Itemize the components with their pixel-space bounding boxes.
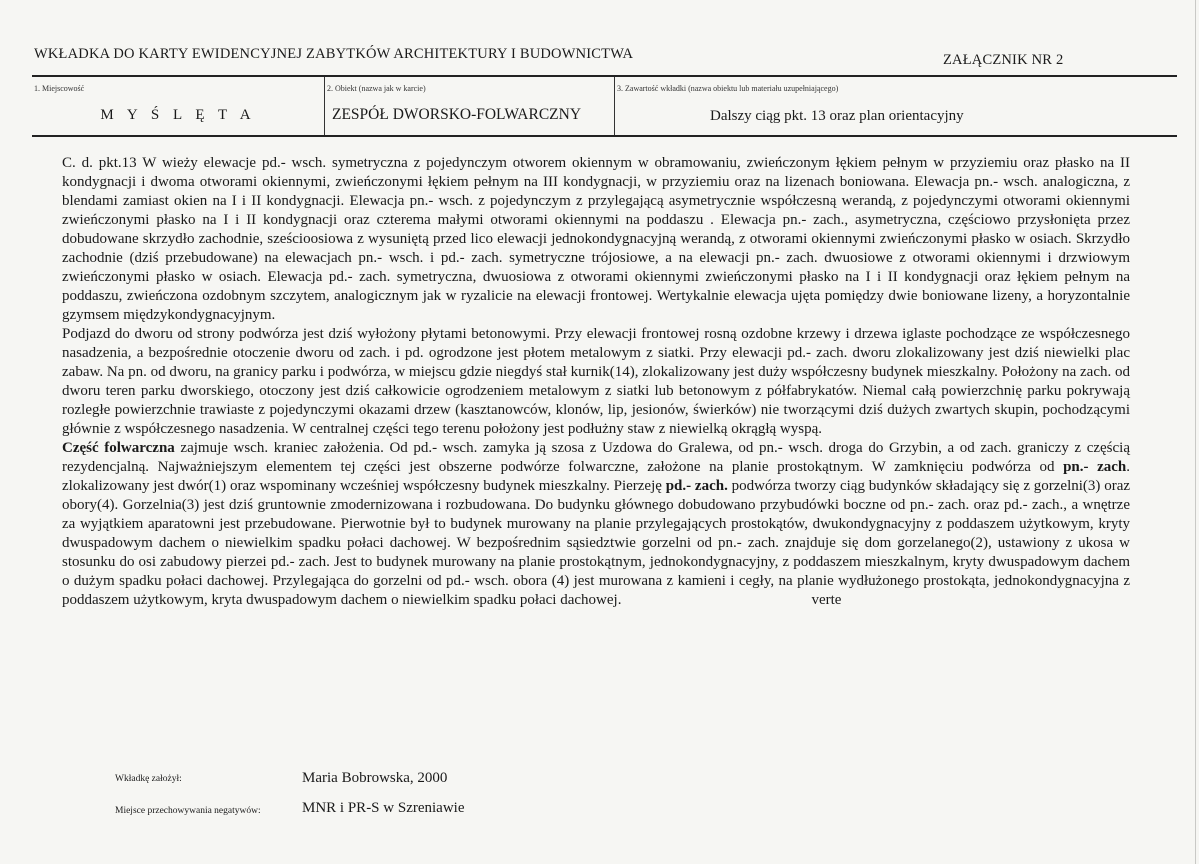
paragraph-tower: C. d. pkt.13 W wieży elewacje pd.- wsch. symetryczna z pojedynczym otworem okiennym w obramowaniu, zwieńczonym łękiem pełnym w przyziemiu oraz płasko na II kondygnacji i dwoma otworami okiennymi, zwieńczonymi łękiem pełnym na III kondygnacji, w przyziemiu oraz na lizenach boniowana. Elewacja pn.- wsch. analogiczna, z blendami zamiast okien na I i II kondygnacji. Elewacja pn.- wsch. z pojedynczym z przylegającą asymetrycznie współczesną werandą, z pojedynczymi otworami okiennymi zwieńczonymi płasko na I i II kondygnacji oraz czterema małymi otworami okiennymi na poddaszu . Elewacja pn.- zach., asymetryczna, częściowo przysłonięta przez dobudowane skrzydło zachodnie, sześcioosiowa z wysuniętą przed lico elewacji jednokondygnacyjną werandą, z otworami okiennymi zwieńczonymi płasko w osiach. Skrzydło zachodnie (dziś przebudowane) na elewacjach pn.- wsch. i pd.- zach. symetryczne trójosiowe, a na elewacji pn.- zach. dwuosiowe z otworami okiennymi i drzwiowym zwieńczonymi płasko w osiach. Elewacja pd.- zach. symetryczna, dwuosiowa z otworami okiennymi zwieńczonymi płasko na I i II kondygnacji oraz łękiem pełnym na poddaszu, zwieńczona ozdobnym szczytem, analogicznym jak w ryzalicie na elewacji frontowej. Wertykalnie elewacja ujęta pomiędzy dwie boniowane lizeny, a horyzontalnie gzymsem międzykondygnacyjnym. [62,155,1130,323]
farm-part-heading: Część folwarczna [62,440,175,456]
farm-part-text-a: zajmuje wsch. kraniec założenia. Od pd.- wsch. zamyka ją szosa z Uzdowa do Gralewa, od pn.- wsch. droga do Grzybin, a od zach. graniczy z częścią rezydencjalną. Najważniejszym elementem tej części jest obszerne podwórze folwarczne, założone na planie prostokątnym. W zamknięciu podwórza od [62,440,1131,475]
field-locality-value: M Y Ś L Ę T A [100,107,256,123]
field-object-value: ZESPÓŁ DWORSKO-FOLWARCZNY [332,106,582,123]
farm-part-text-c: podwórza tworzy ciąg budynków składający się z gorzelni(3) oraz obory(4). Gorzelnia(3) jest dziś gruntownie zmodernizowana i rozbudowana. Do budynku głównego dobudowano przybudówki boczne od pn.- zach. oraz pd.- zach., a wnętrze za wyjątkiem aparatowni jest przebudowane. Pierwotnie był to budynek murowany na planie przylegających prostokątów, dwukondygnacyjny z poddaszem użytkowym, kryty dwuspadowym dachem o niewielkim spadku połaci dachowej. W bezpośrednim sąsiedztwie gorzelni od pn.- zach. znajduje się dom gorzelanego(2), ustawiony z ukosa w stosunku do osi zabudowy pierzei pd.- zach. Jest to budynek murowany na planie prostokątnym, jednokondygnacyjny, z poddaszem mieszkalnym, kryty dwuspadowym dachem o dużym spadku połaci dachowej. Przylegająca do gorzelni od pd.- wsch. obora (4) jest murowana z kamieni i cegły, na planie wydłużonego prostokąta, jednokondygnacyjna z poddaszem użytkowym, kryta dwuspadowym dachem o niewielkim spadku połaci dachowej. [62,478,1131,608]
field-object [325,77,615,135]
author-value: Maria Bobrowska, 2000 [302,770,448,786]
storage-value: MNR i PR-S w Szreniawie [302,800,465,816]
scan-edge [1195,0,1196,864]
form-title: WKŁADKA DO KARTY EWIDENCYJNEJ ZABYTKÓW ARCHITEKTURY I BUDOWNICTWA [34,46,634,62]
paragraph-driveway: Podjazd do dworu od strony podwórza jest dziś wyłożony płytami betonowymi. Przy elewacji frontowej rosną ozdobne krzewy i drzewa iglaste pochodzące ze współczesnego nasadzenia, a bezpośrednie otoczenie dworu od zach. i pd. ogrodzone jest płotem metalowym z siatki. Przy elewacji pd.- zach. dworu zlokalizowany jest dziś niewielki plac zabaw. Na pn. od dworu, na granicy parku i podwórza, w miejscu gdzie niegdyś stał kurnik(14), zlokalizowany jest duży współczesny budynek mieszkalny. Położony na zach. od dworu teren parku dworskiego, otoczony jest dziś całkowicie ogrodzeniem metalowym z siatki lub betonowym z półfabrykatów. Niemal całą powierzchnię parku pokrywają rozległe powierzchnie trawiaste z pojedynczymi okazami drzew (kasztanowców, klonów, lip, jesionów, świerków) nie tworzącymi dziś dużych zwartych skupin, pochodzącymi głównie z współczesnego nasadzenia. W centralnej części tego terenu położony jest podłużny staw z niewielką okrągłą wyspą. [62,326,1130,437]
verte-note: verte [811,592,842,608]
field-contents [615,77,1177,135]
form-header-table [32,75,1177,137]
description-body [62,154,1130,610]
storage-label: Miejsce przechowywania negatywów: [115,806,261,816]
farm-part-text-b: . zlokalizowany jest dwór(1) oraz wspominany wcześniej współczesny budynek mieszkalny. Pierzeję [62,459,1130,494]
field-contents-value: Dalszy ciąg pkt. 13 oraz plan orientacyjny [710,108,964,124]
field-object-label: 2. Obiekt (nazwa jak w karcie) [327,84,426,93]
attachment-number: ZAŁĄCZNIK NR 2 [943,52,1064,68]
field-locality [32,77,325,135]
field-locality-label: 1. Miejscowość [34,84,85,93]
author-label: Wkładkę założył: [115,774,182,784]
farm-part-bold-nw: pn.- zach [1063,459,1127,475]
field-contents-label: 3. Zawartość wkładki (nazwa obiektu lub materiału uzupełniającego) [617,84,839,93]
paragraph-farm-part [62,439,1130,610]
farm-part-bold-sw: pd.- zach. [665,478,728,494]
